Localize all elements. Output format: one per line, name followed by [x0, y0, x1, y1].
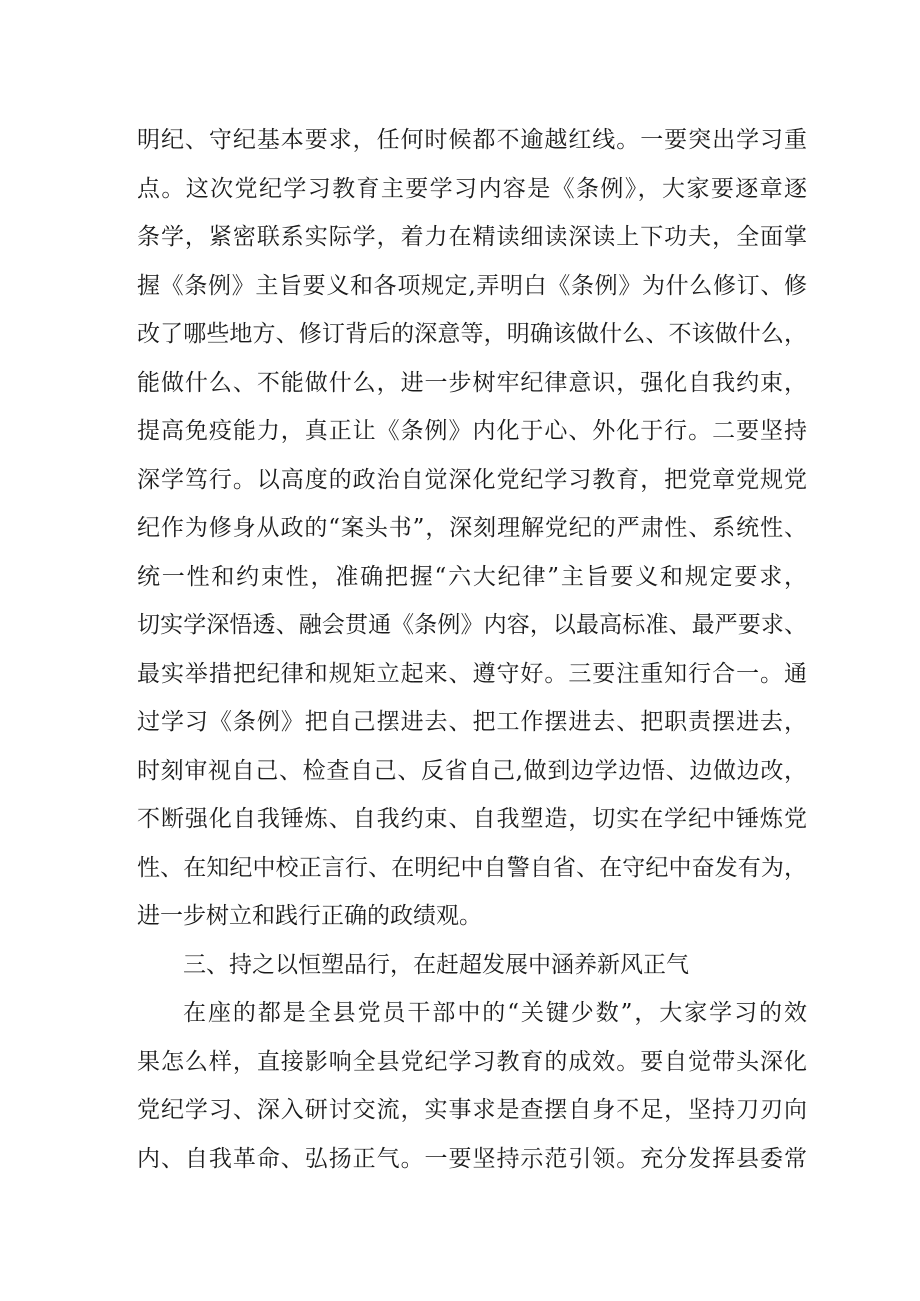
section-heading: 三、持之以恒塑品行，在赶超发展中涵养新风正气	[183, 951, 689, 978]
document-body	[137, 116, 807, 1183]
paragraph-line: 在座的都是全县党员干部中的“关键少数”，大家学习的效	[183, 1000, 807, 1026]
paragraph-line: 明纪、守纪基本要求，任何时候都不逾越红线。一要突出学习重	[137, 127, 807, 153]
paragraph-line: 性、在知纪中校正言行、在明纪中自警自省、在守纪中奋发有为，	[137, 854, 807, 881]
paragraph-line: 能做什么、不能做什么，进一步树牢纪律意识，强化自我约束，	[137, 369, 807, 396]
paragraph-line: 纪作为修身从政的“案头书”，深刻理解党纪的严肃性、系统性、	[137, 515, 807, 541]
paragraph-line: 过学习《条例》把自己摆进去、把工作摆进去、把职责摆进去，	[137, 709, 807, 735]
paragraph-line: 点。这次党纪学习教育主要学习内容是《条例》，大家要逐章逐	[137, 175, 807, 202]
paragraph-line: 深学笃行。以高度的政治自觉深化党纪学习教育，把党章党规党	[137, 466, 807, 493]
paragraph-line: 果怎么样，直接影响全县党纪学习教育的成效。要自觉带头深化	[137, 1048, 807, 1075]
paragraph-line: 握《条例》主旨要义和各项规定,弄明白《条例》为什么修订、修	[137, 272, 807, 299]
paragraph-line: 改了哪些地方、修订背后的深意等，明确该做什么、不该做什么，	[137, 321, 807, 347]
paragraph-line: 进一步树立和践行正确的政绩观。	[137, 903, 482, 929]
paragraph-line: 时刻审视自己、检查自己、反省自己,做到边学边悟、边做边改，	[137, 757, 807, 784]
paragraph-line: 不断强化自我锤炼、自我约束、自我塑造，切实在学纪中锤炼党	[137, 806, 807, 832]
paragraph-line: 条学，紧密联系实际学，着力在精读细读深读上下功夫，全面掌	[137, 224, 807, 250]
paragraph-line: 党纪学习、深入研讨交流，实事求是查摆自身不足，坚持刀刃向	[137, 1097, 807, 1123]
paragraph-line: 切实学深悟透、融会贯通《条例》内容，以最高标准、最严要求、	[137, 612, 807, 638]
paragraph-line: 提高免疫能力，真正让《条例》内化于心、外化于行。二要坚持	[137, 418, 807, 444]
paragraph-line: 内、自我革命、弘扬正气。一要坚持示范引领。充分发挥县委常	[137, 1145, 807, 1172]
paragraph-line: 最实举措把纪律和规矩立起来、遵守好。三要注重知行合一。通	[137, 660, 807, 687]
paragraph-line: 统一性和约束性，准确把握“六大纪律”主旨要义和规定要求，	[137, 563, 807, 590]
